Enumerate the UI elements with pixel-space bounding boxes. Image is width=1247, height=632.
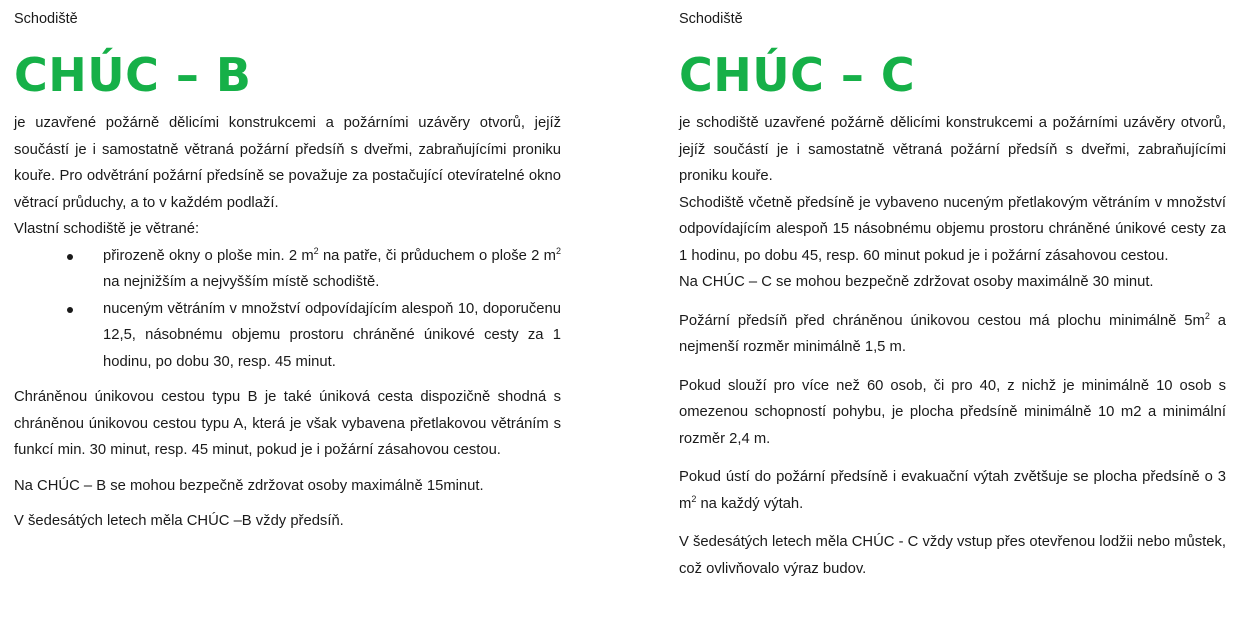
paragraph: Pokud ústí do požární předsíně i evakuační výtah zvětšuje se plocha předsíně o 3 $m^2$ na každý výtah.	[679, 469, 1226, 512]
paragraph: Schodiště včetně předsíně je vybaveno nuceným přetlakovým větráním v množství odpovídajícím alespoň 15 násobnému objemu prostoru chráněné únikové cesty za 1 hodinu, po dobu 45, resp. 60 minut pokud je i požární zásahovou cestou.	[679, 194, 1226, 264]
list-item: nuceným větráním v množství odpovídajícím alespoň 10, doporučenu 12,5, násobnému objemu prostoru chráněné únikové cesty za 1 hodinu, po dobu 30, resp. 45 minut.	[103, 296, 561, 376]
paragraph: je uzavřené požárně dělicími konstrukcemi a požárními uzávěry otvorů, jejíž součástí je i samostatně větraná požární předsíň s dveřmi, zabraňujícími proniku kouře. Pro odvětrání požární předsíně se považuje za postačující otevíratelné okno větrací průduchy, a to v každém podlaží.	[14, 115, 561, 211]
page-title: CHÚC – C	[679, 48, 916, 102]
bullet-list	[14, 243, 561, 376]
paragraph: Na CHÚC – C se mohou bezpečně zdržovat osoby maximálně 30 minut.	[679, 274, 1154, 290]
list-item: přirozeně okny o ploše min. 2 $m^2$ na patře, či průduchem o ploše 2 $m^2$ na nejnižším a nejvyšším místě schodiště.	[103, 243, 561, 296]
paragraph: Požární předsíň před chráněnou únikovou cestou má plochu minimálně $5m^2$ a nejmenší rozměr minimálně 1,5 m.	[679, 310, 1226, 355]
body-text	[14, 110, 561, 535]
body-text	[679, 110, 1226, 582]
page-title: CHÚC – B	[14, 48, 252, 102]
section-kicker: Schodiště	[14, 11, 78, 27]
paragraph: Pokud slouží pro více než 60 osob, či pro 40, z nichž je minimálně 10 osob s omezenou schopností pohybu, je plocha předsíně minimálně 10 m2 a minimální rozměr 2,4 m.	[679, 377, 1226, 447]
paragraph: Chráněnou únikovou cestou typu B je také úniková cesta dispozičně shodná s chráněnou únikovou cestou typu A, která je však vybavena přetlakovou větráním s funkcí min. 30 minut, resp. 45 minut, pokud je i požární zásahovou cestou.	[14, 389, 561, 458]
paragraph: je schodiště uzavřené požárně dělicími konstrukcemi a požárními uzávěry otvorů, jejíž součástí je i samostatně větraná požární předsíň s dveřmi, zabraňujícími proniku kouře.	[679, 115, 1226, 184]
paragraph: V šedesátých letech měla CHÚC –B vždy předsíň.	[14, 513, 344, 529]
paragraph: Vlastní schodiště je větrané:	[14, 221, 200, 237]
paragraph: V šedesátých letech měla CHÚC - C vždy vstup přes otevřenou lodžii nebo můstek, což ovlivňovalo výraz budov.	[679, 534, 1226, 577]
section-kicker: Schodiště	[679, 11, 743, 27]
paragraph: Na CHÚC – B se mohou bezpečně zdržovat osoby maximálně 15minut.	[14, 477, 484, 494]
